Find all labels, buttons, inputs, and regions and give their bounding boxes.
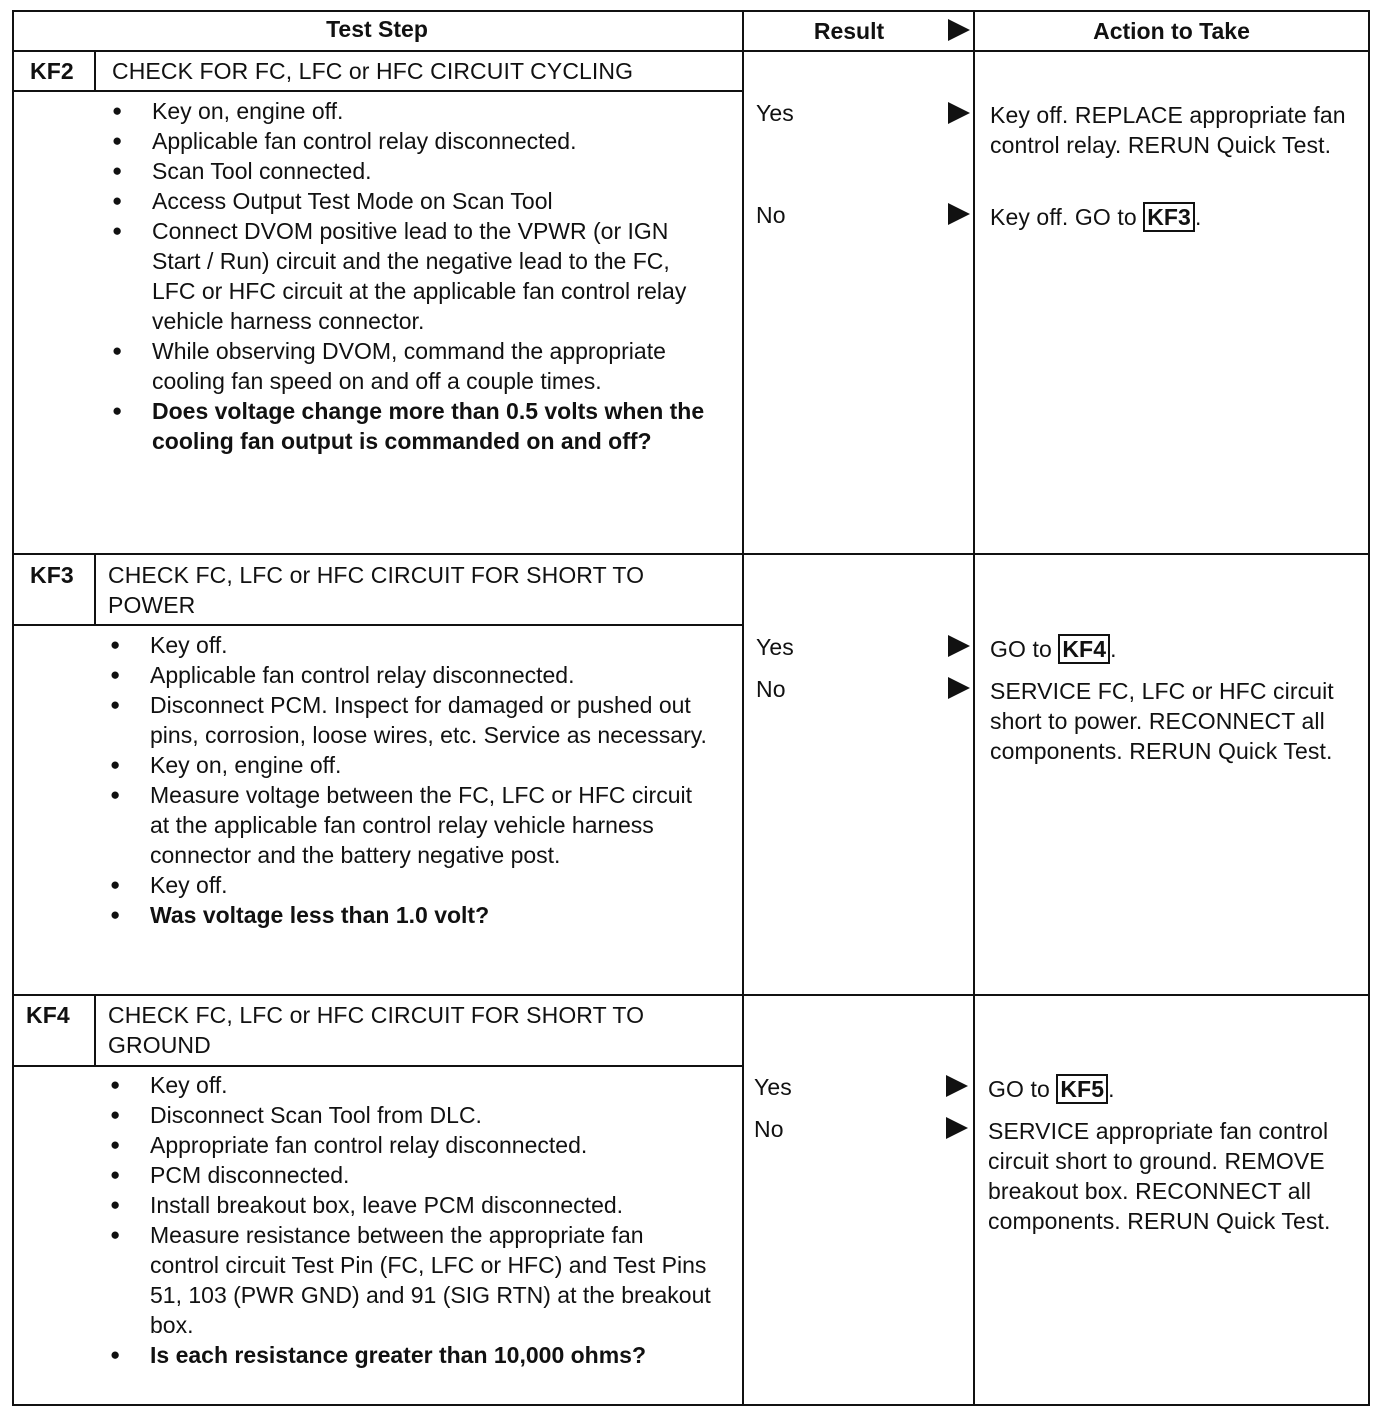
step-title: CHECK FC, LFC or HFC CIRCUIT FOR SHORT TO GROUND bbox=[108, 1002, 645, 1058]
step-bullets bbox=[112, 96, 712, 456]
step-bullets bbox=[110, 1070, 718, 1370]
step-id: KF4 bbox=[26, 1002, 70, 1028]
header-test-step: Test Step bbox=[326, 16, 428, 42]
result-yes: Yes bbox=[754, 1074, 792, 1100]
arrow-icon bbox=[948, 635, 970, 657]
list-item: ● PCM disconnected. bbox=[110, 1160, 718, 1190]
step-id: KF2 bbox=[30, 58, 74, 84]
arrow-icon bbox=[948, 102, 970, 124]
step-id: KF3 bbox=[30, 562, 74, 588]
action-text: Key off. REPLACE appropriate fan control relay. RERUN Quick Test. bbox=[990, 102, 1346, 158]
step-title: CHECK FOR FC, LFC or HFC CIRCUIT CYCLING bbox=[112, 58, 634, 84]
step-bullets bbox=[110, 630, 710, 930]
list-item: ● Key off. bbox=[110, 870, 710, 900]
step-question: ● Does voltage change more than 0.5 volts when the cooling fan output is commanded on and off? bbox=[112, 396, 712, 456]
list-item: ● Install breakout box, leave PCM disconnected. bbox=[110, 1190, 718, 1220]
step-question: ● Is each resistance greater than 10,000 ohms? bbox=[110, 1340, 718, 1370]
arrow-icon bbox=[946, 1117, 968, 1139]
step-ref-link[interactable]: KF3 bbox=[1143, 202, 1195, 232]
action-text: SERVICE appropriate fan control circuit short to ground. REMOVE breakout box. RECONNECT all components. RERUN Quick Test. bbox=[988, 1118, 1331, 1234]
list-item: ● Access Output Test Mode on Scan Tool bbox=[112, 186, 712, 216]
action-text: SERVICE FC, LFC or HFC circuit short to power. RECONNECT all components. RERUN Quick Test. bbox=[990, 678, 1334, 764]
result-yes: Yes bbox=[756, 100, 794, 126]
list-item: ● Key on, engine off. bbox=[110, 750, 710, 780]
diagnostic-table bbox=[12, 10, 1370, 1406]
arrow-icon bbox=[948, 677, 970, 699]
action-text: GO to KF4 . bbox=[990, 636, 1117, 662]
arrow-icon bbox=[948, 203, 970, 225]
header-action: Action to Take bbox=[1093, 18, 1250, 44]
step-title: CHECK FC, LFC or HFC CIRCUIT FOR SHORT TO POWER bbox=[108, 562, 645, 618]
list-item: ● Applicable fan control relay disconnected. bbox=[112, 126, 712, 156]
action-text: Key off. GO to KF3 . bbox=[990, 204, 1202, 230]
list-item: ● Key off. bbox=[110, 630, 710, 660]
result-no: No bbox=[756, 202, 786, 228]
list-item: ● Appropriate fan control relay disconnected. bbox=[110, 1130, 718, 1160]
list-item: ● Key on, engine off. bbox=[112, 96, 712, 126]
list-item: ● While observing DVOM, command the appropriate cooling fan speed on and off a couple times. bbox=[112, 336, 712, 396]
list-item: ● Measure voltage between the FC, LFC or HFC circuit at the applicable fan control relay vehicle harness connector and the battery negative post. bbox=[110, 780, 710, 870]
list-item: ● Scan Tool connected. bbox=[112, 156, 712, 186]
header-result: Result bbox=[813, 18, 885, 44]
result-yes: Yes bbox=[756, 634, 794, 660]
step-ref-link[interactable]: KF5 bbox=[1056, 1074, 1108, 1104]
list-item: ● Applicable fan control relay disconnected. bbox=[110, 660, 710, 690]
list-item: ● Key off. bbox=[110, 1070, 718, 1100]
step-question: ● Was voltage less than 1.0 volt? bbox=[110, 900, 710, 930]
header-arrow-icon bbox=[948, 19, 970, 41]
list-item: ● Measure resistance between the appropriate fan control circuit Test Pin (FC, LFC or HFC) and Test Pins 51, 103 (PWR GND) and 91 (SIG RTN) at the breakout box. bbox=[110, 1220, 718, 1340]
result-no: No bbox=[754, 1116, 784, 1142]
step-ref-link[interactable]: KF4 bbox=[1058, 634, 1110, 664]
action-text: GO to KF5 . bbox=[988, 1076, 1115, 1102]
list-item: ● Disconnect Scan Tool from DLC. bbox=[110, 1100, 718, 1130]
list-item: ● Disconnect PCM. Inspect for damaged or pushed out pins, corrosion, loose wires, etc. Service as necessary. bbox=[110, 690, 710, 750]
list-item: ● Connect DVOM positive lead to the VPWR (or IGN Start / Run) circuit and the negative lead to the FC, LFC or HFC circuit at the applicable fan control relay vehicle harness connector. bbox=[112, 216, 712, 336]
result-no: No bbox=[756, 676, 786, 702]
arrow-icon bbox=[946, 1075, 968, 1097]
